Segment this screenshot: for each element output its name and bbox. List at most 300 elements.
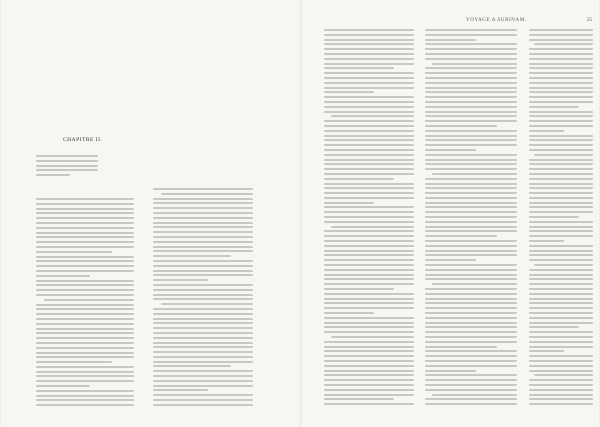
text-line-placeholder bbox=[324, 259, 414, 261]
text-line-placeholder bbox=[153, 346, 253, 348]
text-line-placeholder bbox=[36, 399, 134, 401]
text-line-placeholder bbox=[324, 264, 414, 266]
text-line-placeholder bbox=[153, 332, 253, 334]
text-line-placeholder bbox=[331, 226, 414, 228]
text-line-placeholder bbox=[529, 178, 593, 180]
text-line-placeholder bbox=[36, 260, 134, 262]
text-line-placeholder bbox=[324, 53, 414, 55]
text-line-placeholder bbox=[324, 221, 414, 223]
left-page bbox=[1, 0, 300, 427]
text-line-placeholder bbox=[36, 294, 134, 296]
text-line-placeholder bbox=[153, 222, 253, 224]
text-line-placeholder bbox=[153, 327, 253, 329]
text-line-placeholder bbox=[324, 159, 414, 161]
text-line-placeholder bbox=[425, 259, 476, 261]
text-line-placeholder bbox=[529, 58, 593, 60]
text-line-placeholder bbox=[529, 163, 593, 165]
text-line-placeholder bbox=[153, 246, 253, 248]
text-line-placeholder bbox=[529, 87, 593, 89]
text-line-placeholder bbox=[425, 307, 517, 309]
right-page bbox=[302, 0, 600, 427]
text-line-placeholder bbox=[425, 235, 497, 237]
text-line-placeholder bbox=[529, 183, 593, 185]
text-line-placeholder bbox=[324, 120, 414, 122]
text-line-placeholder bbox=[425, 346, 497, 348]
page-number: 25 bbox=[587, 18, 592, 23]
text-line-placeholder bbox=[36, 217, 134, 219]
text-line-placeholder bbox=[425, 58, 517, 60]
text-line-placeholder bbox=[425, 398, 517, 400]
text-line-placeholder bbox=[529, 130, 564, 132]
text-line-placeholder bbox=[324, 91, 374, 93]
text-line-placeholder bbox=[324, 317, 414, 319]
text-line-placeholder bbox=[153, 361, 253, 363]
text-line-placeholder bbox=[529, 370, 593, 372]
text-line-placeholder bbox=[425, 43, 517, 45]
text-line-placeholder bbox=[425, 106, 517, 108]
text-line-placeholder bbox=[529, 34, 593, 36]
text-line-placeholder bbox=[153, 270, 253, 272]
text-line-placeholder bbox=[425, 82, 517, 84]
text-line-placeholder bbox=[425, 317, 517, 319]
text-line-placeholder bbox=[324, 58, 414, 60]
text-line-placeholder bbox=[36, 275, 90, 277]
text-line-placeholder bbox=[425, 370, 476, 372]
text-line-placeholder bbox=[153, 337, 253, 339]
text-line-placeholder bbox=[324, 144, 414, 146]
text-line-placeholder bbox=[425, 211, 517, 213]
text-line-placeholder bbox=[36, 356, 134, 358]
text-line-placeholder bbox=[324, 43, 414, 45]
text-line-placeholder bbox=[324, 192, 414, 194]
text-line-placeholder bbox=[529, 302, 593, 304]
text-line-placeholder bbox=[529, 115, 593, 117]
text-line-placeholder bbox=[529, 269, 593, 271]
text-line-placeholder bbox=[153, 226, 253, 228]
text-line-placeholder bbox=[153, 385, 253, 387]
text-line-placeholder bbox=[425, 96, 517, 98]
text-line-placeholder bbox=[153, 389, 208, 391]
text-line-placeholder bbox=[425, 264, 517, 266]
text-line-placeholder bbox=[36, 232, 134, 234]
text-line-placeholder bbox=[529, 235, 593, 237]
text-line-placeholder bbox=[36, 280, 134, 282]
text-line-placeholder bbox=[36, 361, 112, 363]
text-line-placeholder bbox=[324, 350, 414, 352]
text-line-placeholder bbox=[425, 288, 517, 290]
text-line-placeholder bbox=[432, 63, 517, 65]
text-line-placeholder bbox=[425, 154, 517, 156]
left-page-column-2 bbox=[153, 188, 253, 409]
text-line-placeholder bbox=[324, 230, 414, 232]
text-line-placeholder bbox=[36, 385, 90, 387]
text-line-placeholder bbox=[324, 403, 414, 405]
text-line-placeholder bbox=[534, 264, 593, 266]
text-line-placeholder bbox=[153, 265, 253, 267]
text-line-placeholder bbox=[153, 399, 253, 401]
text-line-placeholder bbox=[153, 308, 253, 310]
text-line-placeholder bbox=[153, 294, 253, 296]
text-line-placeholder bbox=[324, 360, 414, 362]
text-line-placeholder bbox=[534, 43, 593, 45]
text-line-placeholder bbox=[425, 130, 517, 132]
text-line-placeholder bbox=[153, 250, 253, 252]
text-line-placeholder bbox=[529, 365, 593, 367]
text-line-placeholder bbox=[425, 341, 517, 343]
text-line-placeholder bbox=[529, 298, 593, 300]
text-line-placeholder bbox=[425, 29, 517, 31]
text-line-placeholder bbox=[324, 288, 394, 290]
text-line-placeholder bbox=[153, 202, 253, 204]
text-line-placeholder bbox=[432, 173, 517, 175]
text-line-placeholder bbox=[425, 48, 517, 50]
text-line-placeholder bbox=[324, 346, 414, 348]
text-line-placeholder bbox=[324, 322, 414, 324]
text-line-placeholder bbox=[324, 39, 414, 41]
text-line-placeholder bbox=[529, 322, 593, 324]
text-line-placeholder bbox=[529, 211, 593, 213]
text-line-placeholder bbox=[425, 144, 517, 146]
text-line-placeholder bbox=[36, 284, 134, 286]
text-line-placeholder bbox=[36, 352, 134, 354]
text-line-placeholder bbox=[425, 202, 517, 204]
text-line-placeholder bbox=[153, 188, 253, 190]
text-line-placeholder bbox=[529, 317, 593, 319]
text-line-placeholder bbox=[324, 163, 414, 165]
text-line-placeholder bbox=[425, 115, 517, 117]
text-line-placeholder bbox=[324, 379, 414, 381]
text-line-placeholder bbox=[324, 139, 414, 141]
text-line-placeholder bbox=[36, 227, 134, 229]
text-line-placeholder bbox=[153, 274, 253, 276]
text-line-placeholder bbox=[529, 389, 593, 391]
text-line-placeholder bbox=[324, 187, 414, 189]
text-line-placeholder bbox=[161, 303, 253, 305]
text-line-placeholder bbox=[529, 230, 593, 232]
text-line-placeholder bbox=[529, 221, 593, 223]
text-line-placeholder bbox=[529, 206, 593, 208]
text-line-placeholder bbox=[529, 91, 593, 93]
text-line-placeholder bbox=[324, 130, 414, 132]
text-line-placeholder bbox=[36, 155, 98, 157]
text-line-placeholder bbox=[529, 360, 593, 362]
text-line-placeholder bbox=[324, 398, 394, 400]
text-line-placeholder bbox=[529, 96, 593, 98]
text-line-placeholder bbox=[153, 198, 253, 200]
text-line-placeholder bbox=[324, 331, 414, 333]
text-line-placeholder bbox=[36, 395, 134, 397]
text-line-placeholder bbox=[425, 187, 517, 189]
text-line-placeholder bbox=[529, 293, 593, 295]
text-line-placeholder bbox=[529, 168, 593, 170]
text-line-placeholder bbox=[425, 125, 497, 127]
text-line-placeholder bbox=[324, 183, 414, 185]
text-line-placeholder bbox=[529, 341, 593, 343]
text-line-placeholder bbox=[425, 197, 517, 199]
right-page-column-1 bbox=[324, 29, 414, 408]
text-line-placeholder bbox=[425, 216, 517, 218]
text-line-placeholder bbox=[432, 394, 517, 396]
text-line-placeholder bbox=[324, 211, 414, 213]
text-line-placeholder bbox=[529, 394, 593, 396]
text-line-placeholder bbox=[153, 231, 253, 233]
text-line-placeholder bbox=[425, 350, 517, 352]
text-line-placeholder bbox=[529, 240, 564, 242]
text-line-placeholder bbox=[324, 173, 414, 175]
text-line-placeholder bbox=[529, 254, 593, 256]
text-line-placeholder bbox=[324, 135, 414, 137]
text-line-placeholder bbox=[153, 375, 253, 377]
text-line-placeholder bbox=[153, 289, 253, 291]
text-line-placeholder bbox=[425, 293, 517, 295]
text-line-placeholder bbox=[425, 72, 517, 74]
text-line-placeholder bbox=[529, 336, 593, 338]
text-line-placeholder bbox=[36, 404, 134, 406]
text-line-placeholder bbox=[36, 304, 134, 306]
text-line-placeholder bbox=[425, 53, 517, 55]
text-line-placeholder bbox=[425, 250, 517, 252]
text-line-placeholder bbox=[529, 101, 593, 103]
text-line-placeholder bbox=[36, 380, 134, 382]
text-line-placeholder bbox=[324, 384, 414, 386]
text-line-placeholder bbox=[153, 318, 253, 320]
text-line-placeholder bbox=[529, 159, 593, 161]
text-line-placeholder bbox=[425, 91, 517, 93]
text-line-placeholder bbox=[425, 331, 517, 333]
right-page-column-2 bbox=[425, 29, 517, 408]
text-line-placeholder bbox=[36, 265, 134, 267]
text-line-placeholder bbox=[425, 274, 517, 276]
text-line-placeholder bbox=[425, 226, 517, 228]
text-line-placeholder bbox=[529, 139, 593, 141]
text-line-placeholder bbox=[529, 346, 593, 348]
text-line-placeholder bbox=[529, 197, 593, 199]
text-line-placeholder bbox=[324, 394, 414, 396]
text-line-placeholder bbox=[153, 351, 253, 353]
text-line-placeholder bbox=[529, 216, 579, 218]
text-line-placeholder bbox=[324, 178, 394, 180]
text-line-placeholder bbox=[324, 278, 414, 280]
text-line-placeholder bbox=[425, 365, 517, 367]
text-line-placeholder bbox=[529, 29, 593, 31]
text-line-placeholder bbox=[425, 403, 517, 405]
text-line-placeholder bbox=[425, 278, 517, 280]
text-line-placeholder bbox=[425, 101, 517, 103]
text-line-placeholder bbox=[425, 298, 517, 300]
text-line-placeholder bbox=[324, 29, 414, 31]
text-line-placeholder bbox=[425, 192, 517, 194]
text-line-placeholder bbox=[324, 293, 414, 295]
text-line-placeholder bbox=[153, 217, 253, 219]
text-line-placeholder bbox=[425, 389, 517, 391]
text-line-placeholder bbox=[36, 222, 134, 224]
text-line-placeholder bbox=[324, 274, 414, 276]
text-line-placeholder bbox=[153, 298, 253, 300]
text-line-placeholder bbox=[36, 251, 112, 253]
text-line-placeholder bbox=[36, 289, 134, 291]
text-line-placeholder bbox=[324, 216, 414, 218]
text-line-placeholder bbox=[324, 111, 414, 113]
text-line-placeholder bbox=[153, 207, 253, 209]
text-line-placeholder bbox=[425, 206, 517, 208]
text-line-placeholder bbox=[425, 384, 517, 386]
text-line-placeholder bbox=[36, 169, 98, 171]
text-line-placeholder bbox=[425, 360, 517, 362]
text-line-placeholder bbox=[425, 374, 517, 376]
text-line-placeholder bbox=[529, 288, 593, 290]
text-line-placeholder bbox=[36, 160, 98, 162]
text-line-placeholder bbox=[529, 245, 593, 247]
chapter-summary bbox=[36, 155, 98, 179]
text-line-placeholder bbox=[529, 202, 593, 204]
text-line-placeholder bbox=[529, 187, 593, 189]
text-line-placeholder bbox=[324, 283, 414, 285]
text-line-placeholder bbox=[534, 154, 593, 156]
text-line-placeholder bbox=[36, 270, 134, 272]
text-line-placeholder bbox=[331, 115, 414, 117]
right-page-column-3 bbox=[529, 29, 593, 408]
text-line-placeholder bbox=[529, 63, 593, 65]
text-line-placeholder bbox=[529, 77, 593, 79]
text-line-placeholder bbox=[153, 260, 253, 262]
text-line-placeholder bbox=[529, 135, 593, 137]
text-line-placeholder bbox=[324, 341, 414, 343]
text-line-placeholder bbox=[425, 302, 517, 304]
text-line-placeholder bbox=[425, 87, 517, 89]
text-line-placeholder bbox=[425, 322, 517, 324]
text-line-placeholder bbox=[529, 53, 593, 55]
text-line-placeholder bbox=[36, 308, 134, 310]
text-line-placeholder bbox=[529, 384, 593, 386]
text-line-placeholder bbox=[36, 241, 134, 243]
text-line-placeholder bbox=[36, 347, 134, 349]
text-line-placeholder bbox=[36, 328, 134, 330]
text-line-placeholder bbox=[36, 366, 134, 368]
text-line-placeholder bbox=[324, 72, 414, 74]
text-line-placeholder bbox=[425, 34, 517, 36]
text-line-placeholder bbox=[425, 269, 517, 271]
text-line-placeholder bbox=[425, 326, 517, 328]
text-line-placeholder bbox=[324, 82, 414, 84]
text-line-placeholder bbox=[153, 212, 253, 214]
text-line-placeholder bbox=[529, 106, 579, 108]
text-line-placeholder bbox=[529, 144, 593, 146]
text-line-placeholder bbox=[529, 274, 593, 276]
text-line-placeholder bbox=[153, 394, 253, 396]
text-line-placeholder bbox=[36, 203, 134, 205]
text-line-placeholder bbox=[36, 371, 134, 373]
text-line-placeholder bbox=[36, 390, 134, 392]
text-line-placeholder bbox=[36, 246, 134, 248]
text-line-placeholder bbox=[331, 336, 414, 338]
text-line-placeholder bbox=[529, 331, 593, 333]
text-line-placeholder bbox=[324, 245, 414, 247]
text-line-placeholder bbox=[324, 149, 414, 151]
text-line-placeholder bbox=[425, 183, 517, 185]
text-line-placeholder bbox=[36, 208, 134, 210]
text-line-placeholder bbox=[529, 82, 593, 84]
text-line-placeholder bbox=[425, 221, 517, 223]
text-line-placeholder bbox=[36, 332, 134, 334]
text-line-placeholder bbox=[153, 370, 253, 372]
text-line-placeholder bbox=[324, 125, 414, 127]
text-line-placeholder bbox=[324, 254, 414, 256]
text-line-placeholder bbox=[161, 193, 253, 195]
text-line-placeholder bbox=[324, 389, 414, 391]
text-line-placeholder bbox=[36, 165, 98, 167]
text-line-placeholder bbox=[153, 255, 231, 257]
text-line-placeholder bbox=[529, 120, 593, 122]
text-line-placeholder bbox=[36, 342, 134, 344]
text-line-placeholder bbox=[425, 178, 517, 180]
text-line-placeholder bbox=[324, 370, 414, 372]
text-line-placeholder bbox=[534, 374, 593, 376]
text-line-placeholder bbox=[432, 283, 517, 285]
text-line-placeholder bbox=[324, 235, 414, 237]
text-line-placeholder bbox=[36, 375, 134, 377]
text-line-placeholder bbox=[529, 125, 593, 127]
text-line-placeholder bbox=[153, 404, 253, 406]
text-line-placeholder bbox=[324, 326, 414, 328]
text-line-placeholder bbox=[324, 77, 414, 79]
text-line-placeholder bbox=[324, 168, 414, 170]
text-line-placeholder bbox=[425, 245, 517, 247]
text-line-placeholder bbox=[529, 283, 593, 285]
text-line-placeholder bbox=[324, 302, 414, 304]
text-line-placeholder bbox=[36, 198, 134, 200]
text-line-placeholder bbox=[425, 254, 517, 256]
text-line-placeholder bbox=[153, 342, 253, 344]
text-line-placeholder bbox=[324, 312, 374, 314]
text-line-placeholder bbox=[324, 48, 414, 50]
text-line-placeholder bbox=[529, 48, 593, 50]
text-line-placeholder bbox=[36, 337, 134, 339]
text-line-placeholder bbox=[36, 256, 134, 258]
text-line-placeholder bbox=[324, 250, 414, 252]
text-line-placeholder bbox=[36, 236, 134, 238]
text-line-placeholder bbox=[153, 284, 253, 286]
text-line-placeholder bbox=[529, 350, 564, 352]
text-line-placeholder bbox=[36, 318, 134, 320]
text-line-placeholder bbox=[324, 197, 414, 199]
text-line-placeholder bbox=[529, 39, 593, 41]
text-line-placeholder bbox=[36, 323, 134, 325]
text-line-placeholder bbox=[324, 63, 414, 65]
text-line-placeholder bbox=[529, 226, 593, 228]
text-line-placeholder bbox=[529, 403, 593, 405]
text-line-placeholder bbox=[425, 39, 476, 41]
text-line-placeholder bbox=[529, 111, 593, 113]
text-line-placeholder bbox=[324, 269, 414, 271]
text-line-placeholder bbox=[153, 313, 253, 315]
text-line-placeholder bbox=[529, 149, 593, 151]
text-line-placeholder bbox=[324, 101, 414, 103]
text-line-placeholder bbox=[324, 240, 414, 242]
text-line-placeholder bbox=[529, 398, 593, 400]
text-line-placeholder bbox=[529, 72, 593, 74]
text-line-placeholder bbox=[36, 313, 134, 315]
text-line-placeholder bbox=[324, 106, 414, 108]
text-line-placeholder bbox=[153, 241, 253, 243]
text-line-placeholder bbox=[36, 212, 134, 214]
left-page-column-1 bbox=[36, 198, 134, 409]
running-head: VOYAGE A SURINAM. bbox=[466, 18, 527, 23]
text-line-placeholder bbox=[529, 326, 579, 328]
text-line-placeholder bbox=[324, 365, 414, 367]
text-line-placeholder bbox=[425, 159, 517, 161]
text-line-placeholder bbox=[425, 149, 476, 151]
text-line-placeholder bbox=[529, 379, 593, 381]
